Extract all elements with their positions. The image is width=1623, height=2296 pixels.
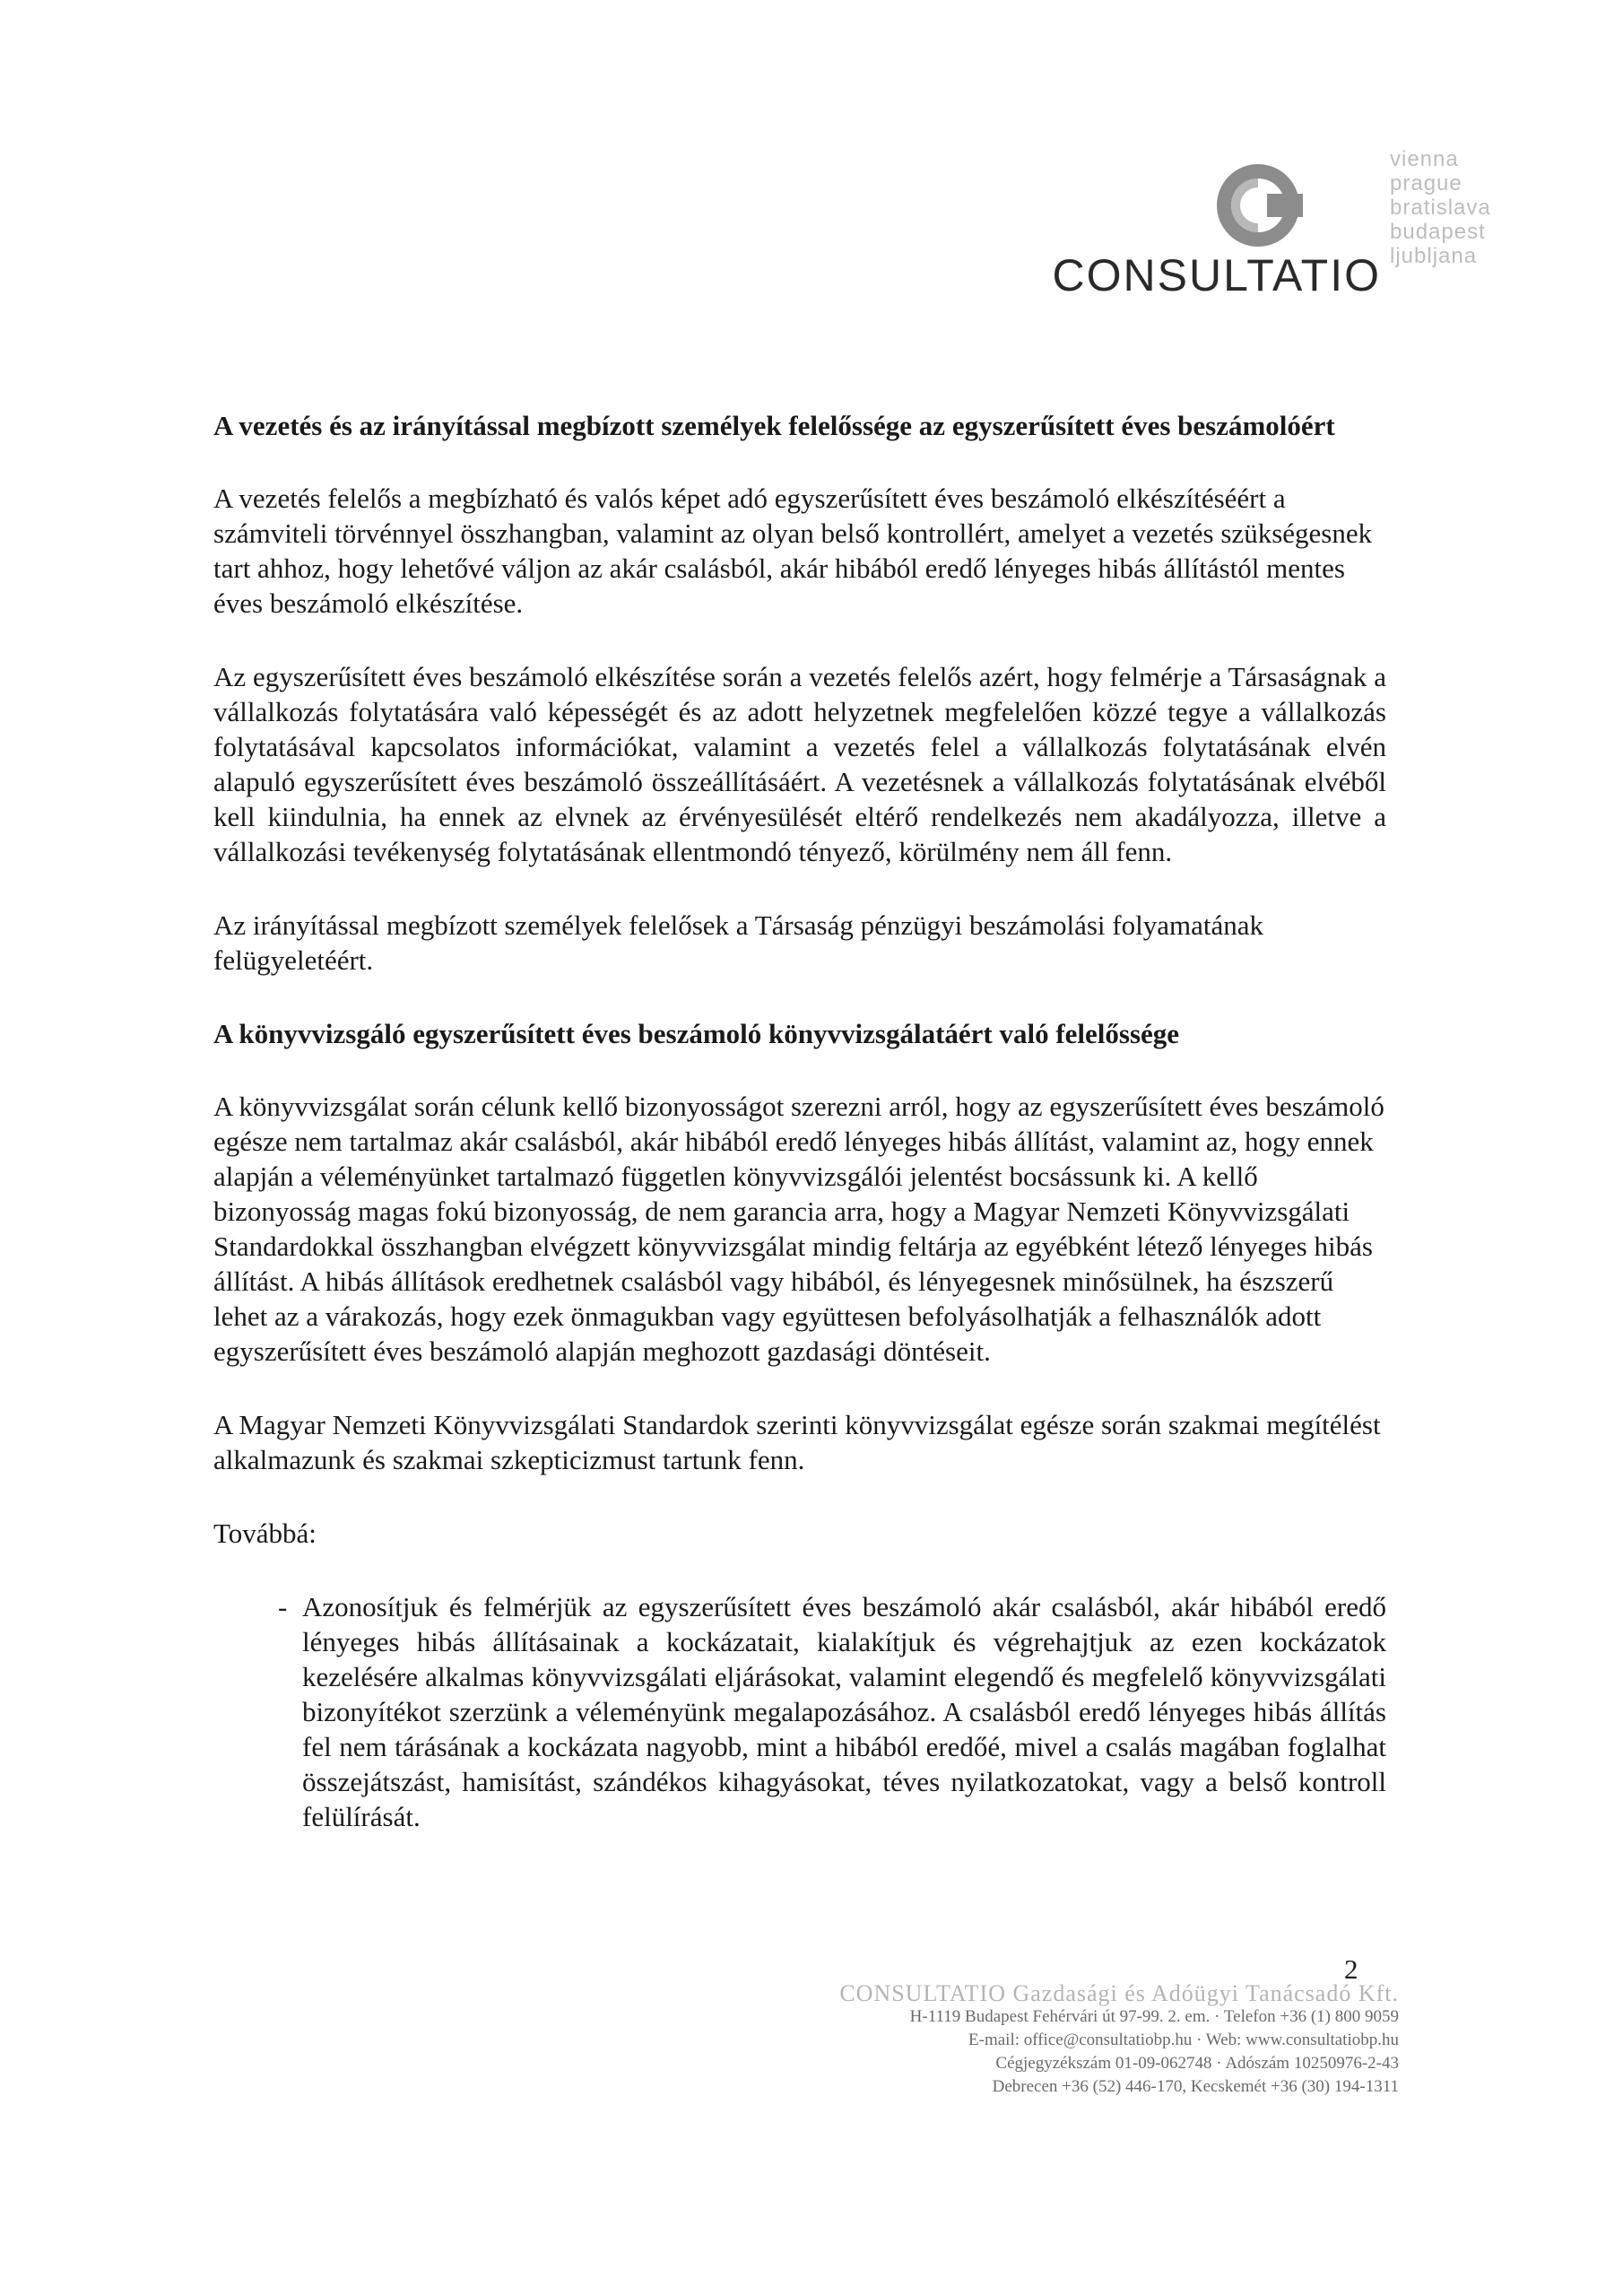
city-vienna: vienna (1390, 147, 1459, 171)
office-cities-list (1390, 147, 1491, 268)
city-bratislava: bratislava (1390, 196, 1491, 220)
paragraph: Az egyszerűsített éves beszámoló elkészítése során a vezetés felelős azért, hogy felmérje a Társaságnak a vállalkozás folytatására való képességét és az adott helyzetnek megfelelően közzé tegye a vállalkozás folytatásával kapcsolatos információkat, valamint a vezetés felel a vállalkozás folytatásának elvén alapuló egyszerűsített éves beszámoló összeállításáért. A vezetésnek a vállalkozás folytatásának elvéből kell kiindulnia, ha ennek az elvnek az érvényesülését eltérő rendelkezés nem akadályozza, illetve a vállalkozási tevékenység folytatásának ellentmondó tényező, körülmény nem áll fenn. (213, 661, 1386, 867)
footer-registry: Cégjegyzékszám 01-09-062748 · Adószám 10250976-2-43 (995, 2054, 1399, 2073)
city-budapest: budapest (1390, 220, 1486, 244)
paragraph: Továbbá: (213, 1518, 317, 1549)
paragraph: A Magyar Nemzeti Könyvvizsgálati Standardok szerinti könyvvizsgálat egésze során szakmai megítélést alkalmazunk és szakmai szkepticizmust tartunk fenn. (213, 1409, 1381, 1475)
paragraph: Az irányítással megbízott személyek felelősek a Társaság pénzügyi beszámolási folyamatának felügyeletéért. (213, 909, 1263, 976)
consultatio-c-logo-icon (1213, 156, 1303, 255)
footer (735, 1982, 1399, 2099)
footer-contact: E-mail: office@consultatiobp.hu · Web: www.consultatiobp.hu (968, 2031, 1399, 2049)
document-body (213, 408, 1386, 1834)
paragraph: A könyvvizsgálat során célunk kellő bizonyosságot szerezni arról, hogy az egyszerűsített éves beszámoló egésze nem tartalmaz akár csalásból, akár hibából eredő lényeges hibás állítást, valamint az, hogy ennek alapján a véleményünket tartalmazó független könyvvizsgálói jelentést bocsássunk ki. A kellő bizonyosság magas fokú bizonyosság, de nem garancia arra, hogy a Magyar Nemzeti Könyvvizsgálati Standardokkal összhangban elvégzett könyvvizsgálat mindig feltárja az egyébként létező lényeges hibás állítást. A hibás állítások eredhetnek csalásból vagy hibából, és lényegesnek minősülnek, ha észszerű lehet az a várakozás, hogy ezek önmagukban vagy együttesen befolyásolhatják a felhasználók adott egyszerűsített éves beszámoló alapján meghozott gazdasági döntéseit. (213, 1091, 1384, 1367)
consultatio-logo (1022, 144, 1524, 305)
section-heading-management-responsibility: A vezetés és az irányítással megbízott személyek felelőssége az egyszerűsített éves beszámolóért (213, 410, 1335, 441)
bullet-list (213, 1589, 1386, 1834)
footer-address: H-1119 Budapest Fehérvári út 97-99. 2. em. · Telefon +36 (1) 800 9059 (909, 2007, 1399, 2026)
section-heading-auditor-responsibility: A könyvvizsgáló egyszerűsített éves beszámoló könyvvizsgálatáért való felelőssége (213, 1018, 1180, 1049)
page-number: 2 (1344, 1953, 1358, 1985)
footer-company-name: CONSULTATIO Gazdasági és Adóügyi Tanácsadó Kft. (839, 1980, 1399, 2006)
list-item-text: Azonosítjuk és felmérjük az egyszerűsített éves beszámoló akár csalásból, akár hibából eredő lényeges hibás állításainak a kockázatait, kialakítjuk és végrehajtjuk az ezen kockázatok kezelésére alkalmas könyvvizsgálati eljárásokat, valamint elegendő és megfelelő könyvvizsgálati bizonyítékot szerzünk a véleményünk megalapozásához. A csalásból eredő lényeges hibás állítás fel nem tárásának a kockázata nagyobb, mint a hibából eredőé, mivel a csalás magában foglalhat összejátszást, hamisítást, szándékos kihagyásokat, téves nyilatkozatokat, vagy a belső kontroll felülírását. (302, 1591, 1386, 1832)
paragraph: A vezetés felelős a megbízható és valós képet adó egyszerűsített éves beszámoló elkészítéséért a számviteli törvénnyel összhangban, valamint az olyan belső kontrollért, amelyet a vezetés szükségesnek tart ahhoz, hogy lehetővé váljon az akár csalásból, akár hibából eredő lényeges hibás állítástól mentes éves beszámoló elkészítése. (213, 483, 1373, 619)
list-dash: - (278, 1591, 288, 1622)
list-item (213, 1589, 1386, 1834)
city-prague: prague (1390, 171, 1462, 196)
city-ljubljana: ljubljana (1390, 244, 1478, 268)
footer-offices: Debrecen +36 (52) 446-170, Kecskemét +36 (30) 194-1311 (992, 2077, 1399, 2096)
logo-wordmark: CONSULTATIO (1052, 250, 1381, 300)
